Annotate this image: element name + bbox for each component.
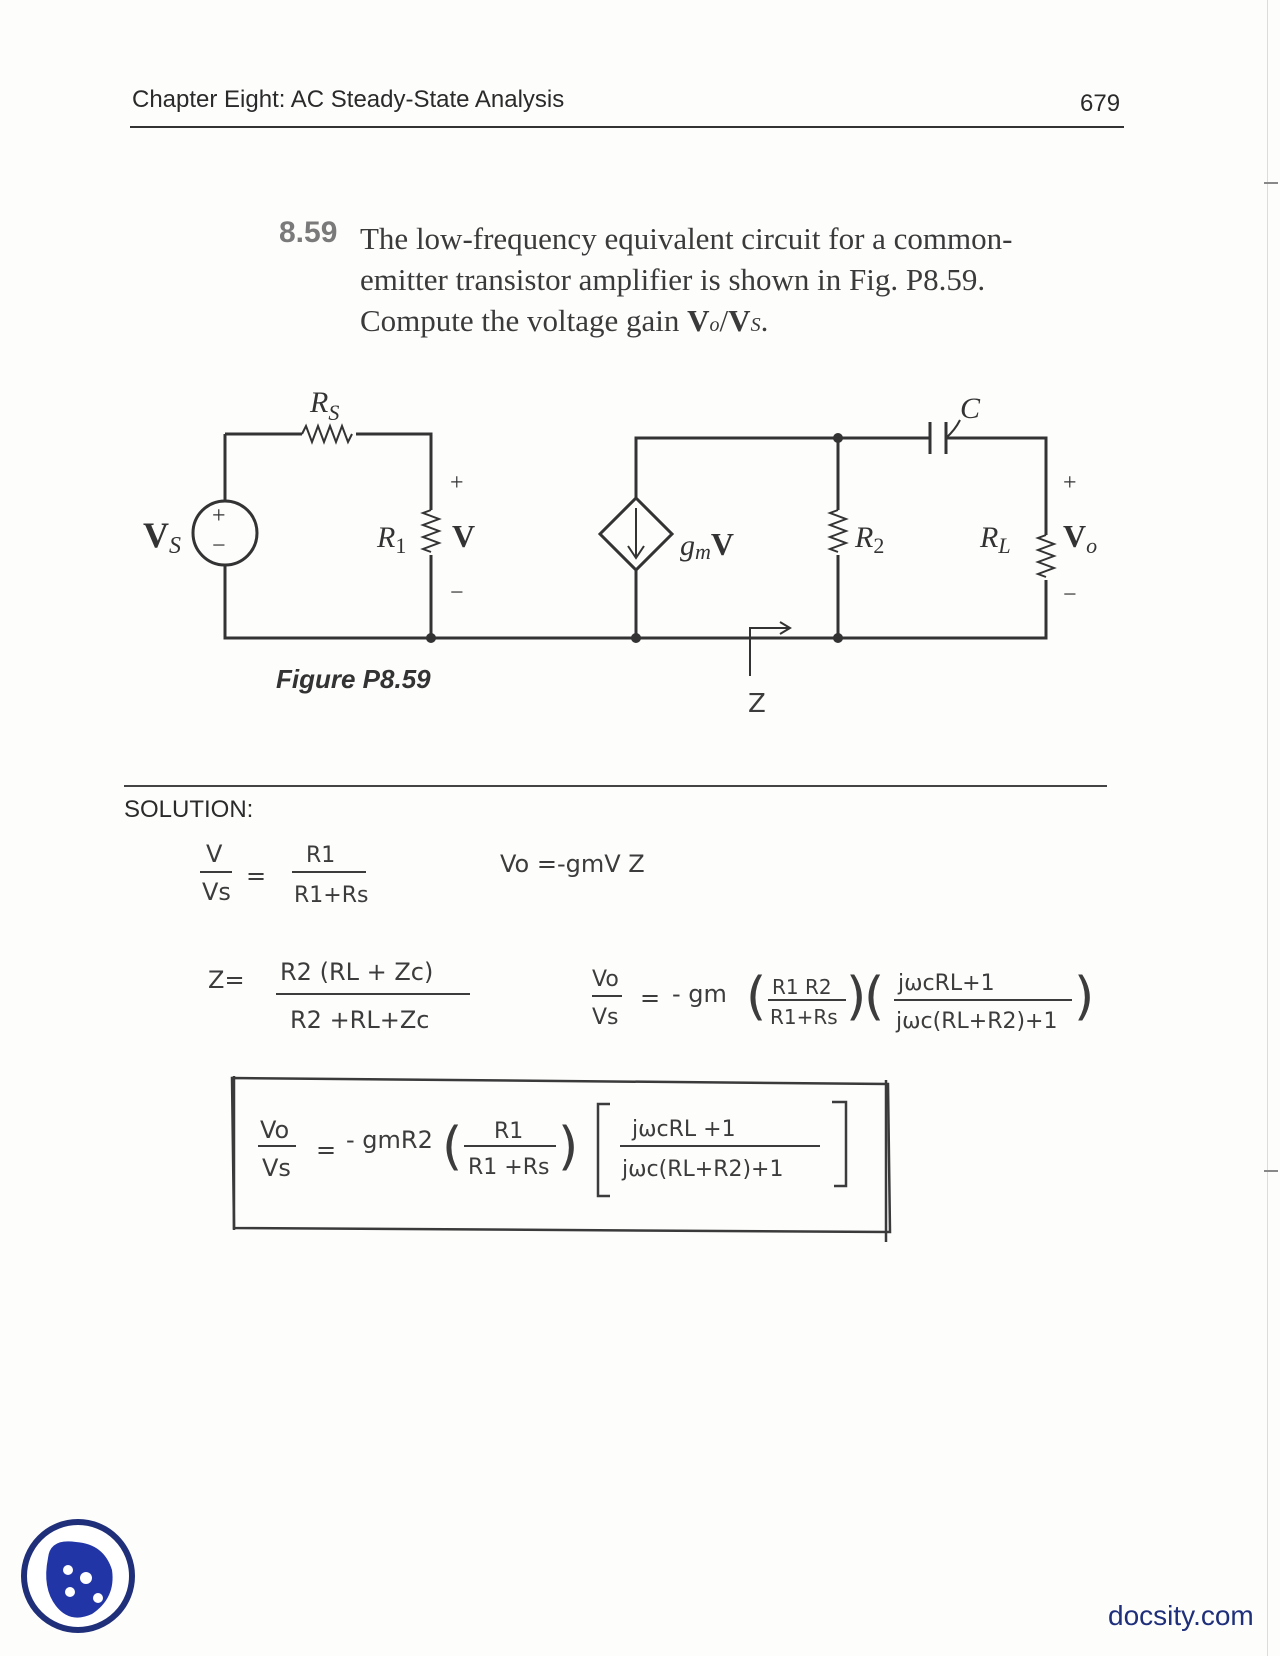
label-vs: VS <box>143 515 181 559</box>
capacitor-lead <box>946 420 960 438</box>
r2-resistor <box>830 510 846 552</box>
v-plus: + <box>450 470 464 496</box>
v-minus: − <box>450 580 464 606</box>
z-arrow-icon <box>750 622 790 676</box>
rs-resistor <box>302 426 352 442</box>
vo-plus: + <box>1063 470 1077 496</box>
docsity-logo-icon <box>20 1518 140 1638</box>
eq4-paren2-close: ) <box>1074 967 1095 1027</box>
problem-line-2: emitter transistor amplifier is shown in Fig. P8.59. <box>360 262 986 297</box>
node-dot <box>426 633 436 643</box>
label-vo: Vo <box>1063 518 1098 558</box>
r1-resistor <box>423 510 439 552</box>
solution-rule <box>124 785 1107 787</box>
eq4-f2-den: jωc(RL+R2)+1 <box>896 1009 1058 1034</box>
eq4-gm: - gm <box>672 980 727 1008</box>
node-dot <box>833 633 843 643</box>
node-dot <box>833 433 843 443</box>
final-bracket-close <box>832 1102 846 1186</box>
eq4-equals: = <box>640 984 661 1012</box>
final-bracket-open <box>598 1104 610 1196</box>
eq4-f1-den: R1+Rs <box>770 1005 838 1029</box>
label-r1: $R_1$ <box>377 521 407 558</box>
final-f1-den: R1 +Rs <box>468 1155 550 1180</box>
eq4-paren2-open: ( <box>864 967 885 1027</box>
eq1-equals: = <box>246 862 267 890</box>
eq1-rhs-num: R1 <box>306 843 336 868</box>
final-paren-close: ) <box>558 1117 579 1177</box>
final-paren-open: ( <box>442 1117 463 1177</box>
eq1-den: Vs <box>202 878 231 906</box>
final-f2-num: jωcRL +1 <box>632 1117 736 1142</box>
eq3-den: R2 +RL+Zc <box>290 1006 430 1034</box>
right-loop-wire <box>431 438 1046 638</box>
final-equals: = <box>316 1136 337 1164</box>
solution-label: SOLUTION: <box>124 796 254 823</box>
label-rl: $R_L$ <box>980 521 1011 558</box>
eq4-f1-num: R1 R2 <box>772 975 832 999</box>
label-c: C <box>960 392 981 425</box>
eq1-rhs-den: R1+Rs <box>294 883 369 908</box>
eq3-lhs: Z= <box>208 966 245 994</box>
page-number: 679 <box>1080 90 1121 117</box>
node-dot <box>631 633 641 643</box>
eq3-num: R2 (RL + Zc) <box>280 958 434 986</box>
eq4-lhs-den: Vs <box>592 1005 619 1030</box>
label-v: V <box>452 518 476 554</box>
label-z: Z <box>748 689 766 719</box>
chapter-title: Chapter Eight: AC Steady-State Analysis <box>132 86 565 113</box>
label-rs: $R_S$ <box>310 386 340 425</box>
problem-number: 8.59 <box>279 216 338 249</box>
capacitor <box>930 422 946 454</box>
eq4-f2-num: jωcRL+1 <box>898 971 995 996</box>
eq1-num: V <box>206 840 223 868</box>
rl-resistor <box>1038 535 1054 577</box>
final-f2-den: jωc(RL+R2)+1 <box>622 1157 784 1182</box>
final-lhs-den: Vs <box>262 1154 291 1182</box>
label-gmv: gmV <box>680 526 734 564</box>
figure-caption: Figure P8.59 <box>276 664 431 694</box>
final-gm: - gmR2 <box>346 1126 433 1154</box>
label-r2: $R_2$ <box>855 521 885 558</box>
eq4-lhs-num: Vo <box>592 967 619 992</box>
problem-line-1: The low-frequency equivalent circuit for a common- <box>360 221 1013 256</box>
docsity-watermark[interactable]: docsity.com <box>1108 1600 1254 1631</box>
eq2: Vo =-gmV Z <box>500 850 645 878</box>
source-plus: + <box>212 503 226 529</box>
source-minus: − <box>212 533 226 559</box>
current-arrow-icon <box>628 508 644 558</box>
eq4-paren-close: ) <box>846 967 867 1027</box>
vo-minus: − <box>1063 582 1077 608</box>
final-lhs-num: Vo <box>260 1116 290 1144</box>
problem-line-3: Compute the voltage gain Vo/VS. <box>360 303 769 338</box>
eq4-paren-open: ( <box>746 967 767 1027</box>
final-f1-num: R1 <box>494 1119 524 1144</box>
